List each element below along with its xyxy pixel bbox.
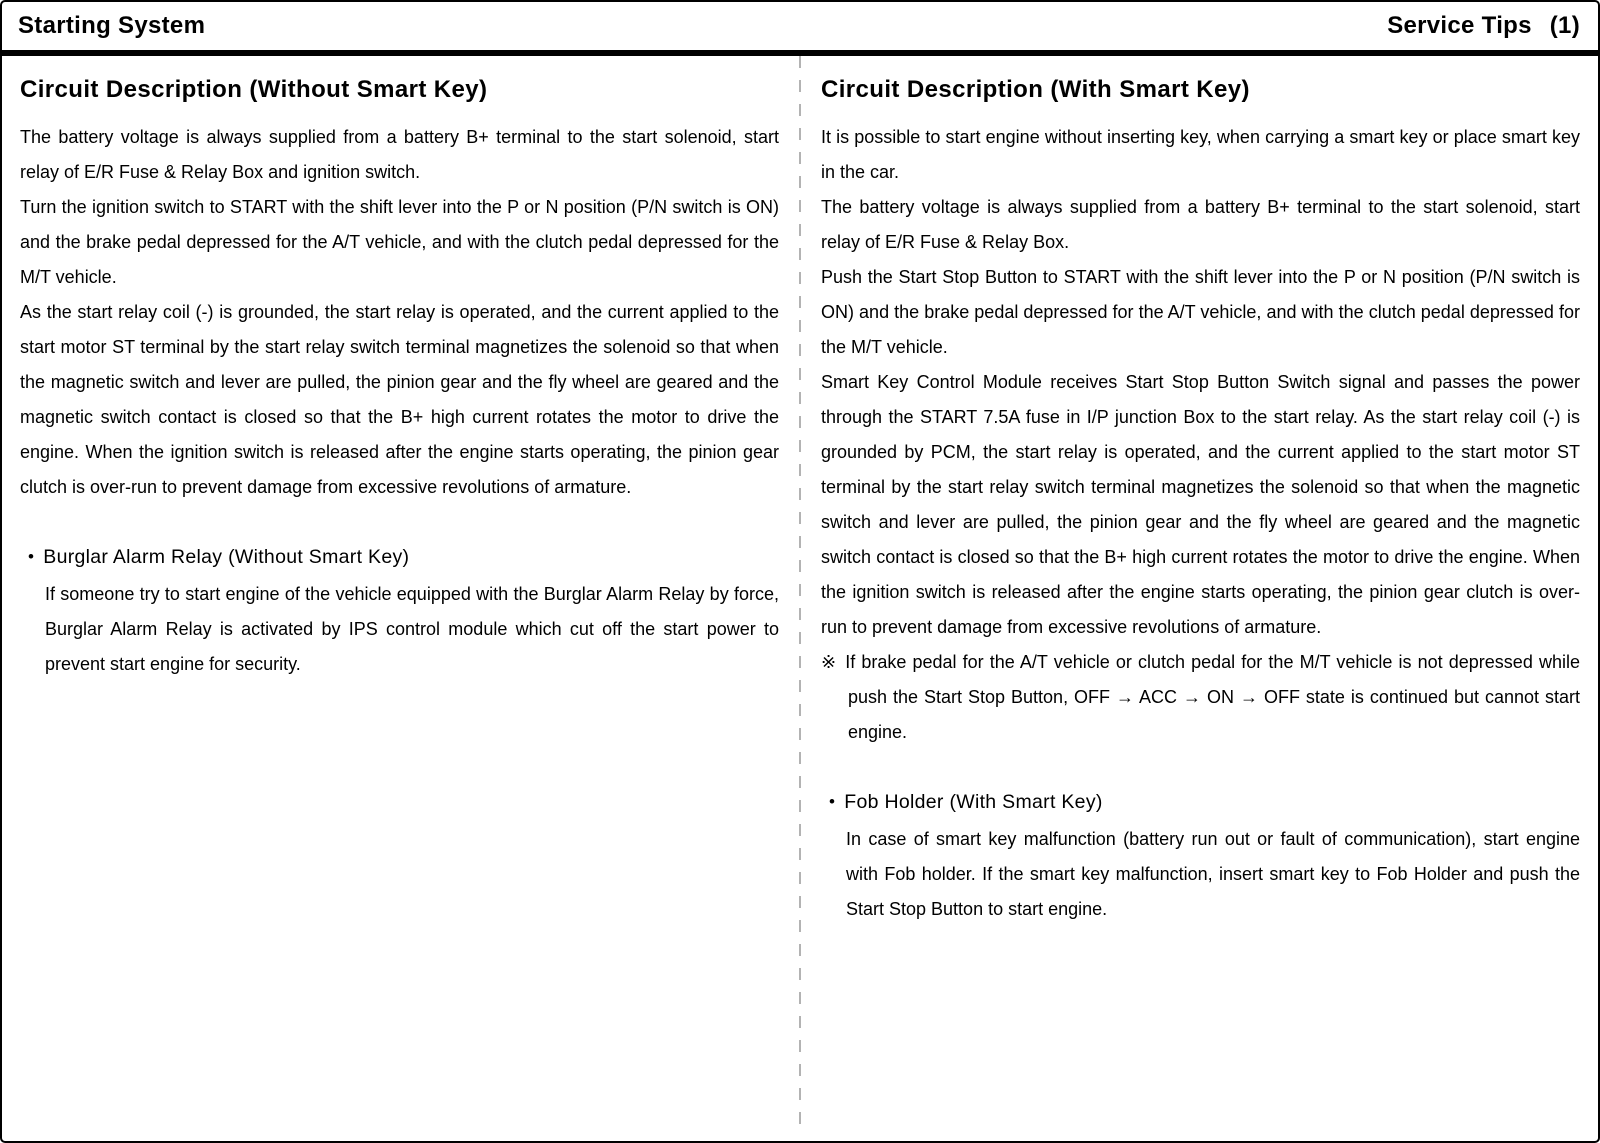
paragraph: It is possible to start engine without inserting key, when carrying a smart key or place smart key in the car.	[821, 127, 1580, 182]
bullet-icon: •	[829, 792, 836, 811]
bullet-icon: •	[28, 547, 35, 566]
paragraph: The battery voltage is always supplied from a battery B+ terminal to the start solenoid, start relay of E/R Fuse & Relay Box and ignition switch.	[20, 127, 779, 182]
two-column-layout	[2, 56, 1598, 1141]
paragraph: As the start relay coil (-) is grounded, the start relay is operated, and the current applied to the start motor ST terminal by the start relay switch terminal magnetizes the solenoid so that when the magnetic switch and lever are pulled, the pinion gear and the fly wheel are geared and the magnetic switch contact is closed so that the B+ high current rotates the motor to drive the engine. When the ignition switch is released after the engine starts operating, the pinion gear clutch is over-run to prevent damage from excessive revolutions of armature.	[20, 302, 779, 497]
page-title: Starting System	[18, 12, 206, 39]
page-number: (1)	[1549, 12, 1580, 39]
paragraph: Smart Key Control Module receives Start Stop Button Switch signal and passes the power through the START 7.5A fuse in I/P junction Box to the start relay. As the start relay coil (-) is grounded by PCM, the start relay is operated, and the current applied to the start motor ST terminal by the start relay switch terminal magnetizes the solenoid so that when the magnetic switch and lever are pulled, the pinion gear and the fly wheel are geared and the magnetic switch contact is closed so that the B+ high current rotates the motor to drive the engine. When the ignition switch is released after the engine starts operating, the pinion gear clutch is over-run to prevent damage from excessive revolutions of armature.	[821, 372, 1580, 637]
paragraph: Push the Start Stop Button to START with the shift lever into the P or N position (P/N switch is ON) and the brake pedal depressed for the A/T vehicle, and with the clutch pedal depressed for the M/T vehicle.	[821, 267, 1580, 357]
bullet-title: Fob Holder (With Smart Key)	[844, 791, 1103, 813]
bullet-heading	[28, 539, 779, 575]
bullet-body-text: In case of smart key malfunction (battery run out or fault of communication), start engine with Fob holder. If the smart key malfunction, insert smart key to Fob Holder and push the Start Stop Button to start engine.	[846, 829, 1580, 919]
paragraph: The battery voltage is always supplied from a battery B+ terminal to the start solenoid, start relay of E/R Fuse & Relay Box.	[821, 197, 1580, 252]
fob-holder-section	[821, 784, 1580, 927]
reference-note	[821, 645, 1580, 750]
burglar-alarm-relay-section	[20, 539, 779, 682]
paragraph: Turn the ignition switch to START with the shift lever into the P or N position (P/N switch is ON) and the brake pedal depressed for the A/T vehicle, and with the clutch pedal depressed for the M/T vehicle.	[20, 197, 779, 287]
left-column-without-smart-key	[2, 56, 799, 1141]
reference-mark-icon: ※	[821, 652, 838, 672]
section-heading-with-smart-key: Circuit Description (With Smart Key)	[821, 76, 1250, 103]
header-right-group	[1387, 12, 1580, 40]
bullet-title: Burglar Alarm Relay (Without Smart Key)	[43, 546, 410, 568]
page-header	[2, 2, 1598, 56]
right-column-with-smart-key	[801, 56, 1598, 1141]
bullet-body-text: If someone try to start engine of the vehicle equipped with the Burglar Alarm Relay by force, Burglar Alarm Relay is activated by IPS control module which cut off the start power to prevent start engine for security.	[45, 584, 779, 674]
bullet-heading	[829, 784, 1580, 820]
reference-note-text: If brake pedal for the A/T vehicle or clutch pedal for the M/T vehicle is not depressed while push the Start Stop Button, OFF → ACC → ON → OFF state is continued but cannot start engine.	[845, 652, 1580, 742]
service-tips-label: Service Tips	[1387, 12, 1532, 39]
section-heading-without-smart-key: Circuit Description (Without Smart Key)	[20, 76, 488, 103]
